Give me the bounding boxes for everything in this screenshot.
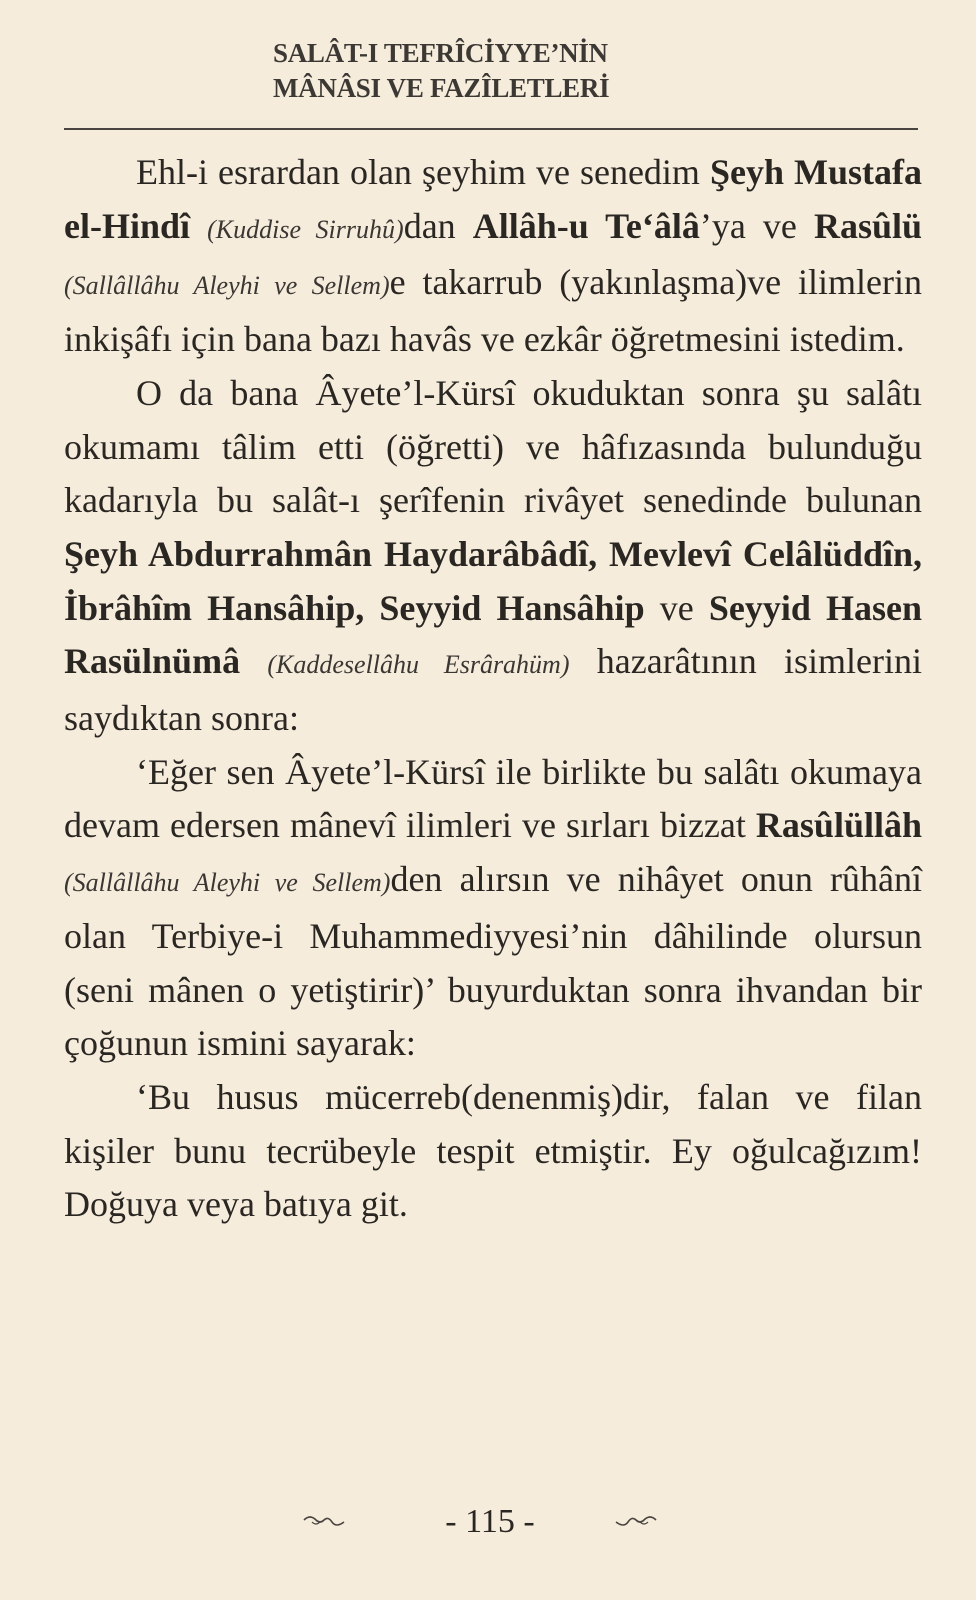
running-header [273, 36, 609, 106]
p2-text-1: O da bana Âyete’l-Kürsî okuduktan sonra şu salâtı okumamı tâlim etti (öğretti) ve hâfızasında bulunduğu kadarıyla bu salât-ı şerîfenin rivâyet senedinde bulunan [64, 372, 922, 521]
p1-text-3: ’ya ve [699, 205, 814, 246]
paragraph-4 [64, 1071, 922, 1232]
p3-text-2: den alırsın ve nihâyet onun rûhânî olan Terbiye-i Muhammediyyesi’nin dâhilinde olursun (seni mânen o yetiştirir)’ buyurduktan sonra ihvandan bir çoğunun ismini sayarak: [64, 859, 922, 1064]
p1-text-1: Ehl-i esrardan olan şeyhim ve senedim [136, 152, 710, 192]
p1-name-allah: Allâh-u Te‘âlâ [472, 205, 700, 246]
ornament-right-icon [612, 1510, 660, 1532]
header-line-1: SALÂT-I TEFRÎCİYYE’NİN [273, 38, 608, 68]
p1-text-2: dan [403, 205, 473, 246]
p1-name-rasul: Rasûlü [813, 205, 923, 246]
ornament-left-icon [300, 1510, 348, 1532]
paragraph-1 [64, 146, 922, 367]
p4-text-1: ‘Bu husus mücerreb(denenmiş)dir, falan ve filan kişiler bunu tecrübeyle tespit etmiştir. Ey oğulcağızım! Doğuya veya batıya git. [64, 1076, 922, 1225]
header-line-2: MÂNÂSI VE FAZÎLETLERİ [273, 73, 610, 103]
p1-honorific-2: (Sallâllâhu Aleyhi ve Sellem) [64, 271, 390, 301]
p3-name-rasulullah: Rasûlüllâh [755, 805, 922, 846]
p3-honorific-1: (Sallâllâhu Aleyhi ve Sellem) [64, 868, 391, 898]
p1-text-4: e takarrub (yakınlaşma)ve ilimlerin inkişâfı için bana bazı havâs ve ezkâr öğretmesini istedim. [64, 262, 922, 360]
p3-text-1: ‘Eğer sen Âyete’l-Kürsî ile birlikte bu salâtı okumaya devam edersen mânevî ilimleri ve sırları bizzat [64, 751, 922, 846]
p2-text-2: ve [644, 587, 709, 628]
p1-name-sheikh: Şeyh Mustafa el-Hindî [64, 152, 922, 246]
p1-honorific-1: (Kuddise Sirruhû) [207, 214, 404, 244]
body-text [64, 146, 922, 1232]
page-number: - 115 - [445, 1503, 535, 1540]
page-footer [0, 1500, 976, 1550]
paragraph-2 [64, 367, 922, 746]
header-rule [64, 128, 918, 130]
p2-text-3: hazarâtının isimlerini saydıktan sonra: [64, 641, 922, 739]
p2-names-1: Şeyh Abdurrahmân Haydarâbâdî, Mevlevî Celâlüddîn, İbrâhîm Hansâhip, Seyyid Hansâhip [64, 533, 922, 628]
p2-honorific-1: (Kaddesellâhu Esrârahüm) [267, 650, 570, 680]
p2-names-2: Seyyid Hasen Rasülnümâ [64, 587, 922, 682]
paragraph-3 [64, 746, 922, 1071]
